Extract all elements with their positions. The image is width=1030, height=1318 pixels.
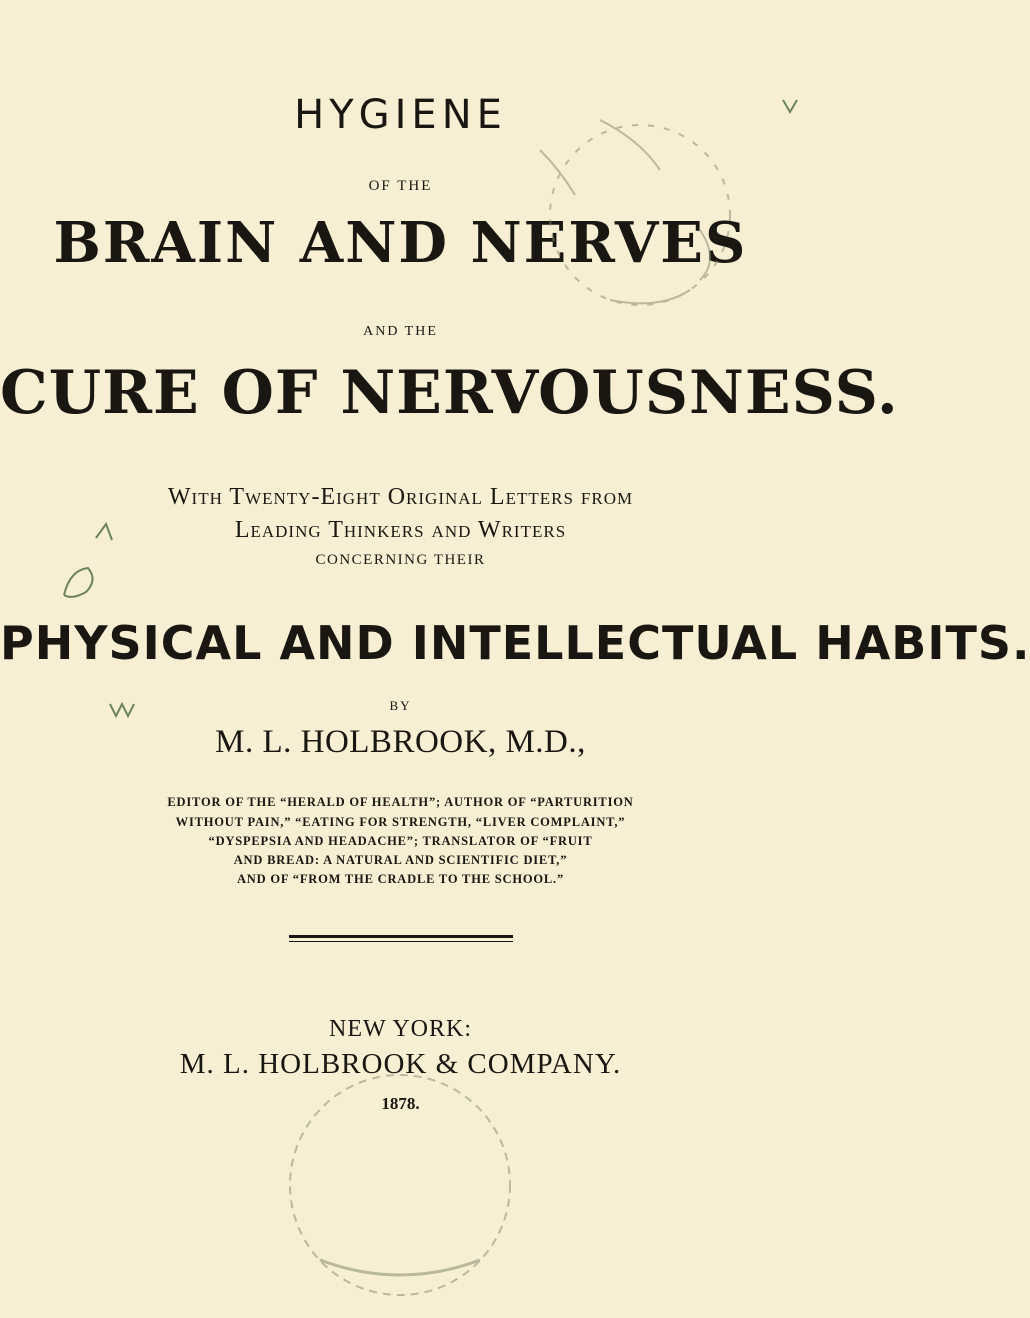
publisher-name: M. L. HOLBROOK & COMPANY. (179, 1048, 622, 1080)
habits-title: PHYSICAL AND INTELLECTUAL HABITS. (0, 616, 1030, 670)
cure-title: CURE OF NERVOUSNESS. (0, 358, 899, 428)
stamp-stroke (610, 290, 690, 303)
author-name: M. L. HOLBROOK, M.D., (215, 724, 586, 760)
author-credentials-line: AND OF “FROM THE CRADLE TO THE SCHOOL.” (236, 872, 565, 886)
author-credentials-line: AND BREAD: A NATURAL AND SCIENTIFIC DIET,” (233, 853, 568, 867)
main-title: HYGIENE (294, 92, 507, 138)
of-the-text: OF THE (368, 178, 433, 194)
publication-year: 1878. (381, 1094, 420, 1113)
concerning-text: CONCERNING THEIR (315, 552, 486, 568)
subtitle-line-2: Leading Thinkers and Writers (234, 517, 567, 543)
imprint-city: NEW YORK: (329, 1016, 472, 1042)
divider-rule-thin (289, 941, 513, 942)
by-text: BY (389, 698, 412, 713)
pencil-mark (64, 568, 93, 597)
author-credentials-line: “DYSPEPSIA AND HEADACHE”; TRANSLATOR OF “FRUIT (208, 834, 593, 848)
author-credentials-line: WITHOUT PAIN,” “EATING FOR STRENGTH, “LIVER COMPLAINT,” (175, 815, 626, 829)
and-the-text: AND THE (363, 324, 438, 339)
subtitle-line-1: With Twenty-Eight Original Letters from (167, 484, 634, 510)
divider-rule-thick (289, 935, 513, 938)
author-credentials-line: EDITOR OF THE “HERALD OF HEALTH”; AUTHOR OF “PARTURITION (167, 795, 634, 809)
brain-and-nerves-title: BRAIN AND NERVES (53, 210, 748, 276)
seal-arc (320, 1260, 480, 1275)
